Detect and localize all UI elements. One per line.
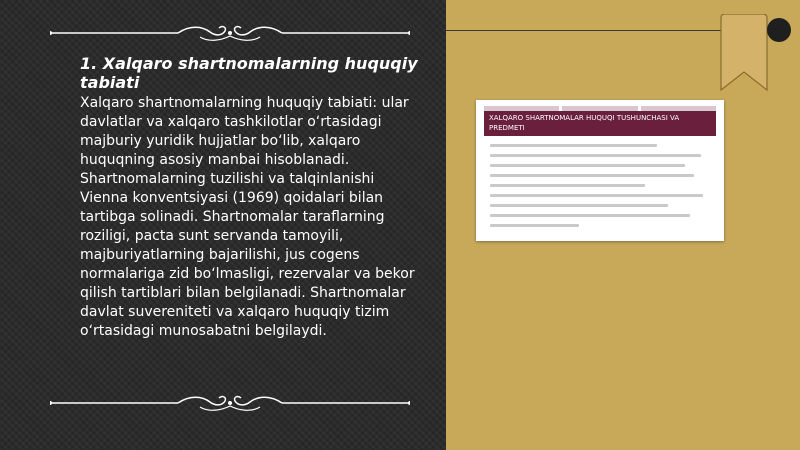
ornament-divider-top xyxy=(50,22,410,44)
thumbnail-text-lines xyxy=(490,144,712,236)
slide-body-text: Xalqaro shartnomalarning huquqiy tabiati: ular davlatlar va xalqaro tashkilotlar o‘rtasidagi majburiy yuridik hujjatlar bo‘lib, xalqaro huquqning asosiy manbai hisoblanadi. Shartnomalarning tuzilishi va talqinlanishi Vienna konventsiyasi (1969) qoidalari bilan tartibga solinadi. Shartnomalar taraflarning roziligi, pacta sunt servanda tamoyili, majburiyatlarning bajarilishi, jus cogens normalariga zid bo‘lmasligi, rezervalar va bekor qilish tartiblari bilan belgilanadi. Shartnomalar davlat suvereniteti va xalqaro huquqiy tizim o‘rtasidagi munosabatni belgilaydi. xyxy=(80,95,415,339)
slide-title: 1. Xalqaro shartnomalarning huquqiy tabiati xyxy=(80,54,418,92)
thumbnail-header xyxy=(484,111,716,136)
ribbon-bookmark-icon xyxy=(719,14,769,92)
thumbnail-heading: XALQARO SHARTNOMALAR HUQUQI TUSHUNCHASI VA PREDMETI xyxy=(489,114,680,132)
ornament-divider-bottom xyxy=(50,392,410,414)
decorative-dot xyxy=(767,18,791,42)
slide-thumbnail-image xyxy=(476,100,724,241)
